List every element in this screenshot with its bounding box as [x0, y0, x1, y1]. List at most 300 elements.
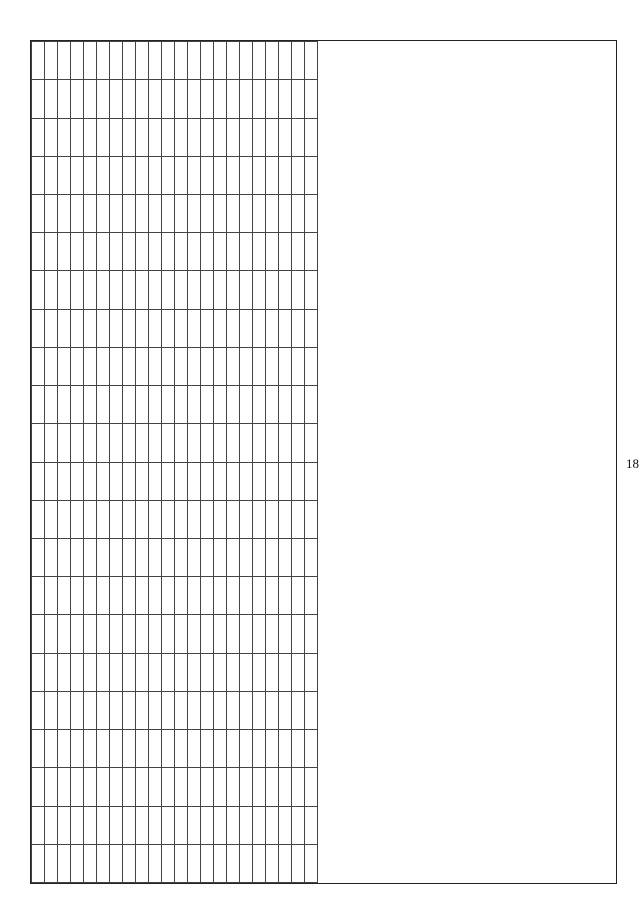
- table-row: [240, 42, 253, 883]
- table-cell: [58, 730, 71, 768]
- table-cell: [292, 462, 305, 500]
- table-cell: [84, 806, 97, 844]
- table-cell: [188, 691, 201, 729]
- table-cell: [71, 844, 84, 882]
- table-cell: [58, 233, 71, 271]
- table-cell: [110, 42, 123, 80]
- table-cell: [201, 730, 214, 768]
- table-cell: [279, 500, 292, 538]
- table-cell: [175, 347, 188, 385]
- table-cell: [227, 539, 240, 577]
- table-cell: [136, 233, 149, 271]
- table-cell: [110, 806, 123, 844]
- table-cell: [175, 768, 188, 806]
- table-cell: [162, 42, 175, 80]
- table-cell: [279, 156, 292, 194]
- table-cell: [136, 271, 149, 309]
- table-cell: [110, 309, 123, 347]
- table-cell: [175, 80, 188, 118]
- table-cell: [201, 386, 214, 424]
- table-cell: [214, 156, 227, 194]
- table-cell: [292, 347, 305, 385]
- table-cell: [123, 233, 136, 271]
- table-cell: [292, 386, 305, 424]
- table-cell: [279, 462, 292, 500]
- table-cell: [71, 271, 84, 309]
- table-cell: [162, 768, 175, 806]
- table-cell: [266, 347, 279, 385]
- table-cell: [175, 615, 188, 653]
- table-cell: [32, 42, 45, 80]
- table-cell: [214, 195, 227, 233]
- table-cell: [175, 424, 188, 462]
- table-cell: [227, 462, 240, 500]
- table-cell: [136, 806, 149, 844]
- table-cell: [84, 42, 97, 80]
- table-row: [162, 42, 175, 883]
- table-cell: [292, 577, 305, 615]
- table-cell: [201, 80, 214, 118]
- table-cell: [266, 118, 279, 156]
- table-body: [32, 42, 318, 883]
- table-cell: [45, 691, 58, 729]
- table-cell: [110, 500, 123, 538]
- table-cell: [240, 195, 253, 233]
- table-cell: [201, 539, 214, 577]
- table-cell: [162, 309, 175, 347]
- table-cell: [84, 691, 97, 729]
- table-cell: [201, 691, 214, 729]
- table-cell: [292, 691, 305, 729]
- table-cell: [227, 844, 240, 882]
- table-cell: [45, 271, 58, 309]
- table-row: [175, 42, 188, 883]
- table-cell: [84, 195, 97, 233]
- table-cell: [253, 768, 266, 806]
- table-cell: [58, 577, 71, 615]
- table-row: [292, 42, 305, 883]
- table-cell: [201, 42, 214, 80]
- table-cell: [253, 806, 266, 844]
- table-cell: [240, 844, 253, 882]
- table-cell: [266, 730, 279, 768]
- table-cell: [45, 730, 58, 768]
- table-cell: [32, 768, 45, 806]
- table-cell: [175, 271, 188, 309]
- table-cell: [266, 653, 279, 691]
- table-cell: [71, 500, 84, 538]
- table-cell: [253, 424, 266, 462]
- table-cell: [292, 653, 305, 691]
- table-cell: [136, 691, 149, 729]
- table-cell: [71, 577, 84, 615]
- table-cell: [123, 615, 136, 653]
- table-cell: [32, 691, 45, 729]
- table-cell: [240, 309, 253, 347]
- table-cell: [58, 118, 71, 156]
- table-cell: [58, 768, 71, 806]
- table-cell: [32, 195, 45, 233]
- table-cell: [45, 118, 58, 156]
- table-cell: [32, 653, 45, 691]
- table-cell: [279, 806, 292, 844]
- table-cell: [45, 844, 58, 882]
- table-cell: [227, 615, 240, 653]
- table-cell: [227, 118, 240, 156]
- table-cell: [266, 691, 279, 729]
- table-cell: [136, 80, 149, 118]
- table-cell: [97, 156, 110, 194]
- table-cell: [188, 271, 201, 309]
- table-cell: [123, 539, 136, 577]
- table-cell: [162, 271, 175, 309]
- table-cell: [175, 500, 188, 538]
- table-row: [84, 42, 97, 883]
- table-cell: [188, 386, 201, 424]
- table-cell: [97, 80, 110, 118]
- table-cell: [266, 768, 279, 806]
- table-cell: [45, 195, 58, 233]
- table-cell: [227, 730, 240, 768]
- table-cell: [162, 691, 175, 729]
- table-cell: [305, 195, 318, 233]
- table-cell: [123, 806, 136, 844]
- table-cell: [305, 271, 318, 309]
- table-cell: [201, 233, 214, 271]
- table-cell: [253, 462, 266, 500]
- table-cell: [45, 424, 58, 462]
- table-cell: [123, 844, 136, 882]
- table-cell: [162, 462, 175, 500]
- table-cell: [227, 424, 240, 462]
- table-cell: [32, 80, 45, 118]
- table-cell: [214, 615, 227, 653]
- table-cell: [292, 539, 305, 577]
- table-cell: [175, 118, 188, 156]
- table-cell: [149, 195, 162, 233]
- table-row: [266, 42, 279, 883]
- table-cell: [253, 539, 266, 577]
- table-cell: [32, 806, 45, 844]
- table-cell: [149, 844, 162, 882]
- table-cell: [227, 156, 240, 194]
- table-cell: [58, 615, 71, 653]
- table-cell: [201, 653, 214, 691]
- table-cell: [32, 615, 45, 653]
- table-cell: [162, 233, 175, 271]
- table-cell: [162, 653, 175, 691]
- table-cell: [253, 271, 266, 309]
- table-cell: [32, 118, 45, 156]
- table-cell: [84, 309, 97, 347]
- table-cell: [149, 233, 162, 271]
- table-cell: [123, 156, 136, 194]
- table-cell: [84, 653, 97, 691]
- table-cell: [84, 118, 97, 156]
- table-cell: [45, 806, 58, 844]
- table-cell: [214, 844, 227, 882]
- table-cell: [266, 42, 279, 80]
- table-cell: [253, 80, 266, 118]
- table-cell: [175, 653, 188, 691]
- table-cell: [58, 386, 71, 424]
- table-cell: [305, 386, 318, 424]
- table-cell: [136, 539, 149, 577]
- table-cell: [58, 42, 71, 80]
- table-cell: [58, 500, 71, 538]
- table-cell: [305, 844, 318, 882]
- table-cell: [201, 118, 214, 156]
- table-cell: [279, 195, 292, 233]
- table-cell: [110, 386, 123, 424]
- table-cell: [266, 386, 279, 424]
- table-cell: [149, 806, 162, 844]
- table-cell: [292, 424, 305, 462]
- table-cell: [214, 271, 227, 309]
- table-cell: [97, 42, 110, 80]
- table-cell: [162, 730, 175, 768]
- table-cell: [175, 577, 188, 615]
- page-number: 18: [626, 456, 639, 471]
- table-cell: [175, 462, 188, 500]
- table-cell: [84, 156, 97, 194]
- table-row: [58, 42, 71, 883]
- table-cell: [84, 424, 97, 462]
- table-cell: [266, 271, 279, 309]
- table-cell: [136, 577, 149, 615]
- table-cell: [45, 577, 58, 615]
- table-cell: [84, 233, 97, 271]
- table-cell: [58, 347, 71, 385]
- table-cell: [201, 577, 214, 615]
- table-cell: [97, 309, 110, 347]
- table-cell: [253, 156, 266, 194]
- table-cell: [305, 539, 318, 577]
- table-cell: [266, 806, 279, 844]
- table-cell: [188, 500, 201, 538]
- table-cell: [227, 768, 240, 806]
- table-cell: [162, 424, 175, 462]
- table-cell: [32, 500, 45, 538]
- table-cell: [97, 500, 110, 538]
- table-cell: [201, 500, 214, 538]
- table-cell: [32, 462, 45, 500]
- table-cell: [188, 844, 201, 882]
- table-cell: [136, 424, 149, 462]
- table-cell: [110, 271, 123, 309]
- table-cell: [266, 309, 279, 347]
- table-cell: [292, 42, 305, 80]
- table-cell: [253, 347, 266, 385]
- table-cell: [97, 768, 110, 806]
- table-cell: [305, 424, 318, 462]
- table-cell: [32, 156, 45, 194]
- table-cell: [253, 653, 266, 691]
- table-cell: [201, 347, 214, 385]
- table-cell: [149, 615, 162, 653]
- table-cell: [214, 309, 227, 347]
- table-cell: [227, 271, 240, 309]
- table-cell: [188, 577, 201, 615]
- table-cell: [97, 806, 110, 844]
- table-cell: [188, 462, 201, 500]
- table-row: [136, 42, 149, 883]
- table-cell: [71, 539, 84, 577]
- table-cell: [110, 156, 123, 194]
- table-cell: [149, 768, 162, 806]
- table-cell: [214, 539, 227, 577]
- table-cell: [149, 42, 162, 80]
- table-cell: [110, 462, 123, 500]
- table-cell: [266, 577, 279, 615]
- table-cell: [279, 347, 292, 385]
- table-cell: [149, 271, 162, 309]
- table-cell: [201, 195, 214, 233]
- table-cell: [214, 768, 227, 806]
- table-cell: [110, 347, 123, 385]
- table-cell: [305, 691, 318, 729]
- table-cell: [305, 347, 318, 385]
- table-cell: [279, 309, 292, 347]
- table-cell: [136, 768, 149, 806]
- table-cell: [214, 42, 227, 80]
- table-cell: [84, 500, 97, 538]
- table-row: [71, 42, 84, 883]
- table-cell: [240, 577, 253, 615]
- table-row: [201, 42, 214, 883]
- table-cell: [71, 730, 84, 768]
- table-cell: [266, 80, 279, 118]
- table-cell: [240, 539, 253, 577]
- table-cell: [110, 615, 123, 653]
- table-cell: [110, 653, 123, 691]
- table-cell: [58, 195, 71, 233]
- table-cell: [58, 844, 71, 882]
- table-cell: [214, 691, 227, 729]
- table-cell: [97, 347, 110, 385]
- table-cell: [292, 309, 305, 347]
- table-cell: [149, 424, 162, 462]
- table-row: [227, 42, 240, 883]
- table-cell: [292, 844, 305, 882]
- table-cell: [266, 424, 279, 462]
- table-cell: [71, 309, 84, 347]
- table-cell: [240, 80, 253, 118]
- table-cell: [227, 653, 240, 691]
- table-cell: [45, 539, 58, 577]
- table-cell: [58, 806, 71, 844]
- table-cell: [175, 233, 188, 271]
- table-cell: [292, 80, 305, 118]
- table-cell: [188, 156, 201, 194]
- table-cell: [32, 844, 45, 882]
- table-cell: [71, 653, 84, 691]
- table-cell: [292, 156, 305, 194]
- table-cell: [279, 577, 292, 615]
- table-cell: [240, 118, 253, 156]
- table-cell: [188, 730, 201, 768]
- table-cell: [188, 806, 201, 844]
- table-cell: [292, 768, 305, 806]
- table-cell: [240, 233, 253, 271]
- table-cell: [149, 730, 162, 768]
- table-cell: [123, 42, 136, 80]
- table-cell: [266, 615, 279, 653]
- table-cell: [266, 844, 279, 882]
- table-cell: [110, 539, 123, 577]
- table-cell: [123, 424, 136, 462]
- table-cell: [214, 500, 227, 538]
- table-cell: [136, 844, 149, 882]
- table-cell: [175, 386, 188, 424]
- table-cell: [45, 615, 58, 653]
- table-cell: [279, 539, 292, 577]
- table-cell: [162, 347, 175, 385]
- table-cell: [175, 806, 188, 844]
- table-cell: [201, 768, 214, 806]
- table-cell: [188, 309, 201, 347]
- table-cell: [175, 42, 188, 80]
- table-cell: [45, 500, 58, 538]
- table-cell: [305, 462, 318, 500]
- table-cell: [136, 195, 149, 233]
- table-cell: [188, 195, 201, 233]
- table-cell: [253, 195, 266, 233]
- table-cell: [71, 42, 84, 80]
- table-cell: [84, 577, 97, 615]
- table-cell: [162, 118, 175, 156]
- table-cell: [97, 539, 110, 577]
- table-cell: [110, 730, 123, 768]
- table-cell: [45, 42, 58, 80]
- table-cell: [58, 539, 71, 577]
- table-cell: [240, 42, 253, 80]
- table-cell: [279, 844, 292, 882]
- table-cell: [32, 424, 45, 462]
- table-cell: [32, 539, 45, 577]
- table-cell: [201, 462, 214, 500]
- table-row: [279, 42, 292, 883]
- table-row: [149, 42, 162, 883]
- table-cell: [240, 691, 253, 729]
- table-cell: [253, 309, 266, 347]
- table-cell: [279, 233, 292, 271]
- table-cell: [305, 806, 318, 844]
- table-cell: [58, 80, 71, 118]
- table-cell: [227, 347, 240, 385]
- table-cell: [266, 233, 279, 271]
- table-cell: [201, 271, 214, 309]
- table-cell: [214, 462, 227, 500]
- table-cell: [240, 768, 253, 806]
- table-cell: [240, 462, 253, 500]
- table-cell: [123, 500, 136, 538]
- table-cell: [84, 462, 97, 500]
- table-cell: [84, 386, 97, 424]
- table-cell: [214, 653, 227, 691]
- table-cell: [84, 615, 97, 653]
- table-cell: [162, 500, 175, 538]
- table-cell: [84, 539, 97, 577]
- table-cell: [71, 768, 84, 806]
- table-cell: [58, 424, 71, 462]
- table-cell: [123, 730, 136, 768]
- table-cell: [240, 500, 253, 538]
- table-cell: [97, 195, 110, 233]
- table-cell: [214, 118, 227, 156]
- table-cell: [240, 424, 253, 462]
- table-cell: [201, 615, 214, 653]
